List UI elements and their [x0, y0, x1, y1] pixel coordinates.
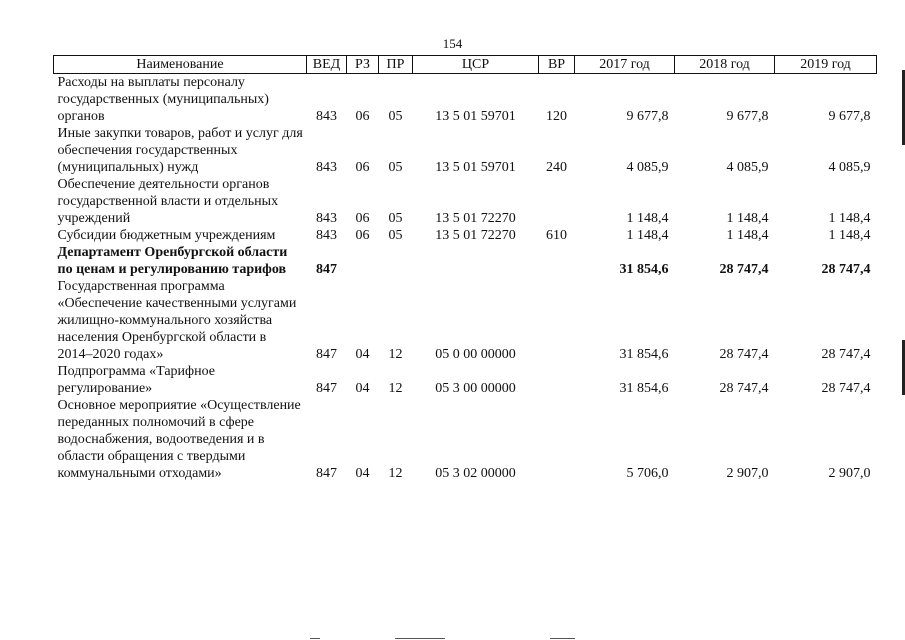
row-vr: 120: [546, 109, 567, 124]
row-pr: 12: [388, 347, 403, 362]
row-2017: 1 148,4: [626, 228, 669, 243]
table-row: [54, 244, 877, 278]
row-csr: 05 3 02 00000: [435, 466, 516, 481]
column-header-csr: ЦСР: [413, 56, 539, 74]
row-vr: 610: [546, 228, 567, 243]
row-name: Иные закупки товаров, работ и услуг для обеспечения государственных (муниципальных) нужд: [57, 126, 303, 175]
row-pr: [379, 244, 413, 278]
budget-table: [53, 55, 877, 482]
row-2017: 5 706,0: [626, 466, 669, 481]
row-2019: 1 148,4: [828, 211, 871, 226]
row-rz: 04: [355, 347, 370, 362]
row-2019: 28 747,4: [821, 381, 871, 396]
row-vr: [539, 244, 575, 278]
row-vr: [539, 278, 575, 363]
row-2017: 9 677,8: [626, 109, 669, 124]
table-row: [54, 176, 877, 227]
row-ved: 843: [316, 228, 337, 243]
row-2017: 31 854,6: [619, 381, 669, 396]
scan-mark: [310, 638, 320, 639]
column-header-2017: 2017 год: [575, 56, 675, 74]
row-pr: 05: [388, 228, 403, 243]
row-pr: 12: [388, 381, 403, 396]
row-2018: 9 677,8: [726, 109, 769, 124]
row-2017: 31 854,6: [619, 262, 669, 277]
table-row: [54, 125, 877, 176]
table-row: [54, 278, 877, 363]
row-csr: 13 5 01 72270: [435, 211, 516, 226]
row-csr: 05 3 00 00000: [435, 381, 516, 396]
row-ved: 847: [316, 466, 337, 481]
row-2017: 1 148,4: [626, 211, 669, 226]
row-2018: 28 747,4: [719, 262, 769, 277]
row-vr: [539, 176, 575, 227]
row-2019: 2 907,0: [828, 466, 871, 481]
row-pr: 05: [388, 160, 403, 175]
row-rz: 06: [355, 211, 370, 226]
row-pr: 05: [388, 211, 403, 226]
row-2018: 28 747,4: [719, 381, 769, 396]
row-vr: [539, 363, 575, 397]
row-2019: 1 148,4: [828, 228, 871, 243]
row-2019: 4 085,9: [828, 160, 871, 175]
row-ved: 843: [316, 211, 337, 226]
row-2017: 31 854,6: [619, 347, 669, 362]
table-row: [54, 227, 877, 244]
row-vr: 240: [546, 160, 567, 175]
row-rz: 06: [355, 160, 370, 175]
table-row: [54, 363, 877, 397]
scan-mark: [550, 638, 575, 639]
column-header-vr: ВР: [539, 56, 575, 74]
row-vr: [539, 397, 575, 482]
row-rz: 04: [355, 381, 370, 396]
row-rz: 06: [355, 228, 370, 243]
row-2018: 28 747,4: [719, 347, 769, 362]
row-2019: 28 747,4: [821, 347, 871, 362]
column-header-rz: РЗ: [347, 56, 379, 74]
row-csr: 13 5 01 72270: [435, 228, 516, 243]
row-name: Расходы на выплаты персоналу государственных (муниципальных) органов: [57, 75, 269, 124]
column-header-ved: ВЕД: [307, 56, 347, 74]
row-rz: 06: [355, 109, 370, 124]
row-pr: 12: [388, 466, 403, 481]
row-ved: 847: [316, 347, 337, 362]
column-header-name: Наименование: [54, 56, 307, 74]
table-row: [54, 397, 877, 482]
column-header-2018: 2018 год: [675, 56, 775, 74]
row-name: Департамент Оренбургской области по ценам и регулированию тарифов: [57, 245, 288, 277]
row-2019: 9 677,8: [828, 109, 871, 124]
row-2018: 2 907,0: [726, 466, 769, 481]
column-header-2019: 2019 год: [775, 56, 877, 74]
row-csr: 05 0 00 00000: [435, 347, 516, 362]
row-name: Подпрограмма «Тарифное регулирование»: [57, 364, 215, 396]
row-pr: 05: [388, 109, 403, 124]
row-2017: 4 085,9: [626, 160, 669, 175]
scan-mark: [395, 638, 445, 639]
row-csr: [413, 244, 539, 278]
row-ved: 847: [316, 381, 337, 396]
row-2019: 28 747,4: [821, 262, 871, 277]
row-2018: 4 085,9: [726, 160, 769, 175]
row-rz: [347, 244, 379, 278]
row-name: Основное мероприятие «Осуществление переданных полномочий в сфере водоснабжения, водоотведения и в области обращения с твердыми коммунальными отходами»: [57, 398, 301, 481]
row-name: Государственная программа «Обеспечение качественными услугами жилищно-коммунального хозяйства населения Оренбургской области в 2014–2020 годах»: [57, 279, 297, 362]
row-csr: 13 5 01 59701: [435, 160, 516, 175]
row-ved: 847: [316, 262, 337, 277]
row-rz: 04: [355, 466, 370, 481]
row-ved: 843: [316, 109, 337, 124]
row-name: Субсидии бюджетным учреждениям: [57, 228, 276, 243]
row-csr: 13 5 01 59701: [435, 109, 516, 124]
row-ved: 843: [316, 160, 337, 175]
row-2018: 1 148,4: [726, 228, 769, 243]
row-2018: 1 148,4: [726, 211, 769, 226]
column-header-pr: ПР: [379, 56, 413, 74]
page-number: 154: [442, 36, 463, 51]
table-row: [54, 74, 877, 126]
row-name: Обеспечение деятельности органов государственной власти и отдельных учреждений: [57, 177, 279, 226]
table-header-row: [54, 56, 877, 74]
